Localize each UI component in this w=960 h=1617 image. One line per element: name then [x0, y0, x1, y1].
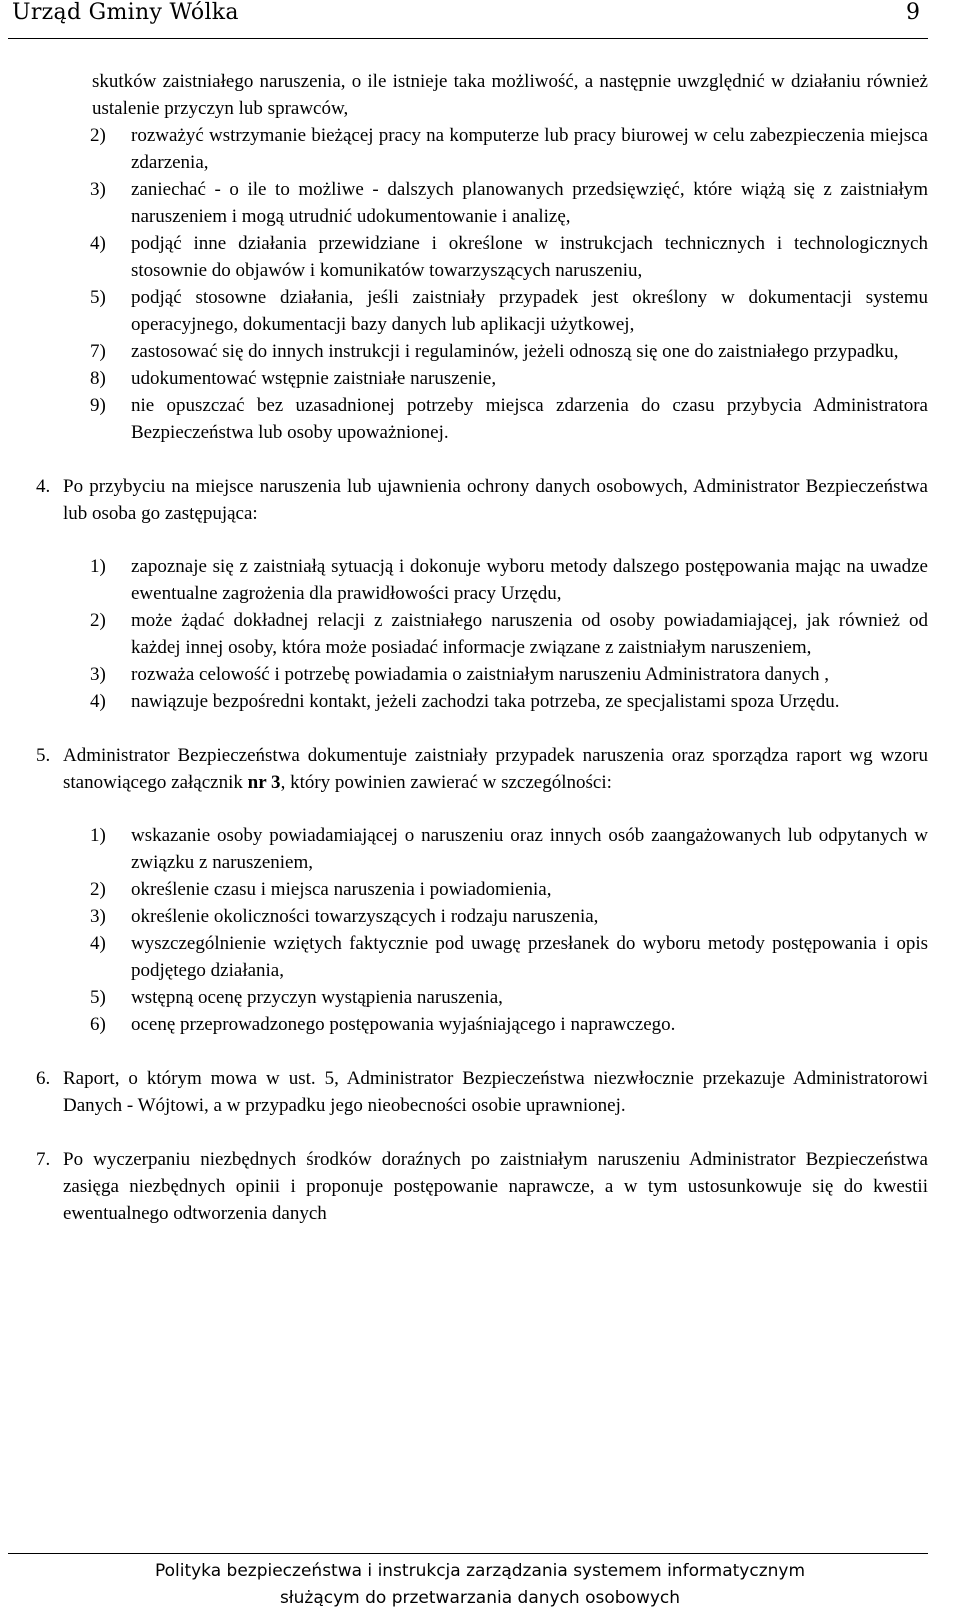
list-item: 3) określenie okoliczności towarzyszących i rodzaju naruszenia,	[90, 906, 599, 927]
list-item: 3) zaniechać - o ile to możliwe - dalszych planowanych przedsięwzięć, które wiążą się z zaistniałym naruszeniem i mogą utrudnić udokumentowanie i analizę,	[90, 179, 928, 227]
footer-line-2: służącym do przetwarzania danych osobowych	[279, 1588, 681, 1608]
list-item: 1) wskazanie osoby powiadamiającej o naruszeniu oraz innych osób zaangażowanych lub odpytanych w związku z naruszeniem,	[90, 825, 928, 873]
list-item: 6) ocenę przeprowadzonego postępowania wyjaśniającego i naprawczego.	[90, 1014, 676, 1035]
footer	[0, 1558, 960, 1612]
list-item: 5) podjąć stosowne działania, jeśli zaistniały przypadek jest określony w dokumentacji systemu operacyjnego, dokumentacji bazy danych lub aplikacji użytkowej,	[90, 287, 928, 335]
list-item: 1) zapoznaje się z zaistniałą sytuacją i dokonuje wyboru metody dalszego postępowania mając na uwadze ewentualne zagrożenia dla prawidłowości pracy Urzędu,	[90, 556, 928, 604]
list-item: 4) nawiązuje bezpośredni kontakt, jeżeli zachodzi taka potrzeba, ze specjalistami spoza Urzędu.	[90, 691, 840, 712]
list-item: 2) rozważyć wstrzymanie bieżącej pracy na komputerze lub pracy biurowej w celu zabezpieczenia miejsca zdarzenia,	[90, 125, 928, 173]
list-item: 7) zastosować się do innych instrukcji i regulaminów, jeżeli odnoszą się one do zaistniałego przypadku,	[90, 341, 899, 362]
section-6: 6. Raport, o którym mowa w ust. 5, Administrator Bezpieczeństwa niezwłocznie przekazuje Administratorowi Danych - Wójtowi, a w przypadku jego nieobecności osobie uprawnionej.	[36, 1068, 928, 1116]
footer-line-1: Polityka bezpieczeństwa i instrukcja zarządzania systemem informatycznym	[154, 1561, 806, 1581]
list-item: 2) może żądać dokładnej relacji z zaistniałego naruszenia od osoby powiadamiającej, jak również od każdej innej osoby, która może posiadać informacje związane z zaistniałym naruszeniem,	[90, 610, 928, 658]
header-title: Urząd Gminy Wólka	[12, 0, 239, 25]
section-7: 7. Po wyczerpaniu niezbędnych środków doraźnych po zaistniałym naruszeniu Administrator Bezpieczeństwa zasięga niezbędnych opinii i proponuje postępowanie naprawcze, a w tym ustosunkowuje się do kwestii ewentualnego odtworzenia danych	[36, 1149, 928, 1224]
list-item: 3) rozważa celowość i potrzebę powiadamia o zaistniałym naruszeniu Administratora danych ,	[90, 664, 829, 685]
footer-rule	[8, 1553, 928, 1554]
page-number: 9	[906, 0, 920, 25]
attachment-ref: nr 3	[247, 772, 281, 793]
list-item: 8) udokumentować wstępnie zaistniałe naruszenie,	[90, 368, 497, 389]
list-item-continued: skutków zaistniałego naruszenia, o ile istnieje taka możliwość, a następnie uwzględnić w działaniu również ustalenie przyczyn lub sprawców,	[92, 71, 928, 119]
section-4: 4. Po przybyciu na miejsce naruszenia lub ujawnienia ochrony danych osobowych, Administrator Bezpieczeństwa lub osoba go zastępująca:	[36, 476, 928, 524]
section-5: 5. Administrator Bezpieczeństwa dokumentuje zaistniały przypadek naruszenia oraz sporządza raport wg wzoru stanowiącego załącznik nr 3, który powinien zawierać w szczególności:	[36, 745, 928, 793]
list-item: 2) określenie czasu i miejsca naruszenia i powiadomienia,	[90, 879, 552, 900]
list-item: 9) nie opuszczać bez uzasadnionej potrzeby miejsca zdarzenia do czasu przybycia Administratora Bezpieczeństwa lub osoby upoważnionej.	[90, 395, 928, 443]
list-item: 5) wstępną ocenę przyczyn wystąpienia naruszenia,	[90, 987, 503, 1008]
list-item: 4) podjąć inne działania przewidziane i określone w instrukcjach technicznych i technologicznych stosownie do objawów i komunikatów towarzyszących naruszeniu,	[90, 233, 928, 281]
document-body	[0, 68, 960, 1227]
list-item: 4) wyszczególnienie wziętych faktycznie pod uwagę przesłanek do wyboru metody postępowania i opis podjętego działania,	[90, 933, 928, 981]
header-rule	[8, 38, 928, 39]
